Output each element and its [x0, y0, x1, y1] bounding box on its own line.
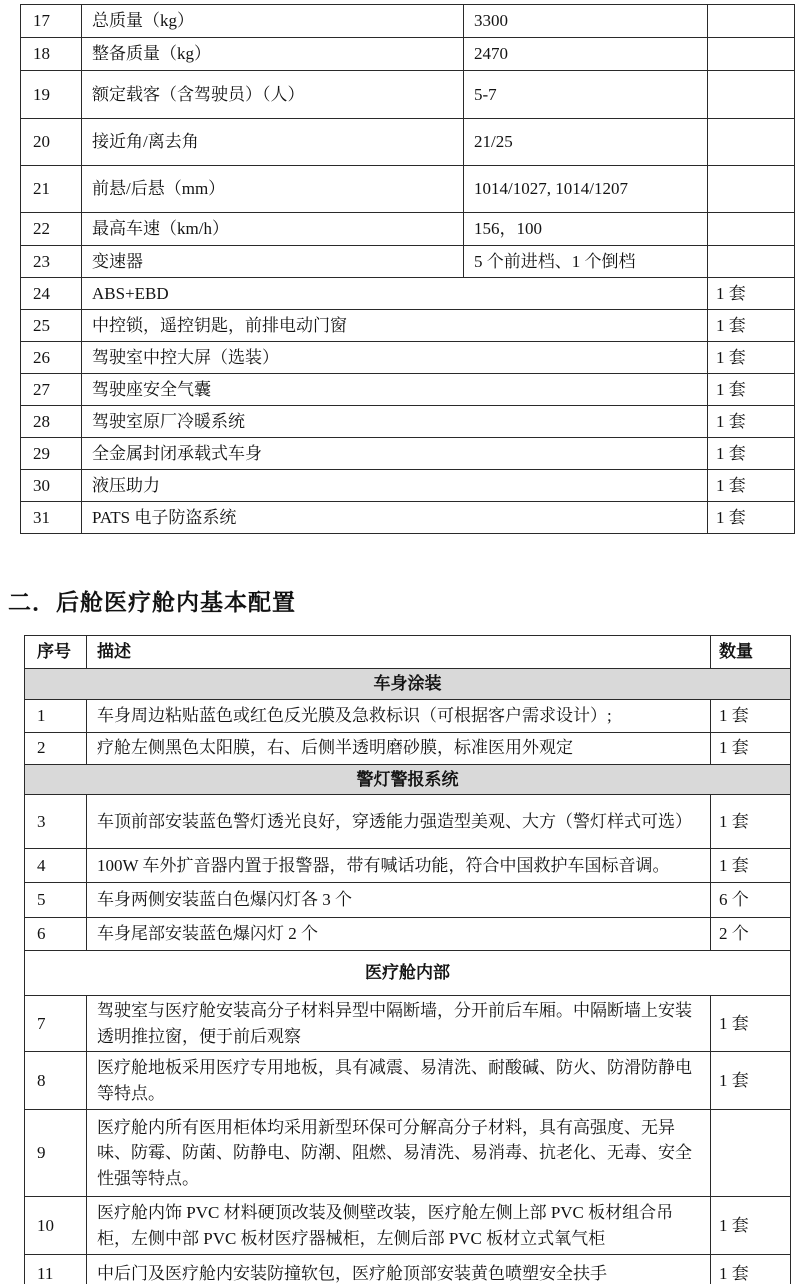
description-cell: 100W 车外扩音器内置于报警器，带有喊话功能，符合中国救护车国标音调。: [87, 849, 711, 883]
description-cell: 变速器: [82, 246, 464, 278]
description-cell: 驾驶座安全气囊: [82, 374, 708, 406]
row-number-cell: 27: [21, 374, 82, 406]
description-cell: 全金属封闭承载式车身: [82, 438, 708, 470]
config-row-1: [25, 699, 791, 732]
description-cell: 驾驶室中控大屏（选装）: [82, 342, 708, 374]
row-number-cell: 18: [21, 38, 82, 71]
description-cell: 医疗舱地板采用医疗专用地板，具有减震、易清洗、耐酸碱、防火、防滑防静电等特点。: [87, 1052, 711, 1110]
vehicle-spec-table: [20, 4, 795, 534]
row-number-cell: 7: [25, 996, 87, 1052]
quantity-cell: 1 套: [708, 374, 795, 406]
description-cell: 接近角/离去角: [82, 119, 464, 166]
header-quantity: 数量: [711, 636, 791, 669]
row-number-cell: 3: [25, 795, 87, 849]
config-row-5: [25, 883, 791, 918]
row-number-cell: 2: [25, 732, 87, 764]
row-number-cell: 25: [21, 310, 82, 342]
value-cell: 5-7: [464, 71, 708, 119]
description-cell: 驾驶室与医疗舱安装高分子材料异型中隔断墙，分开前后车厢。中隔断墙上安装透明推拉窗，便于前后观察: [87, 996, 711, 1052]
section-heading: 二．后舱医疗舱内基本配置: [8, 590, 296, 615]
row-number-cell: 21: [21, 166, 82, 213]
value-cell: 1014/1027, 1014/1207: [464, 166, 708, 213]
value-cell: 5 个前进档、1 个倒档: [464, 246, 708, 278]
row-number-cell: 17: [21, 5, 82, 38]
spec-row-26: [21, 342, 795, 374]
row-number-cell: 10: [25, 1197, 87, 1255]
quantity-cell: 1 套: [708, 342, 795, 374]
config-table-header-row: [25, 636, 791, 669]
config-row-8: [25, 1052, 791, 1110]
description-cell: 车身两侧安装蓝白色爆闪灯各 3 个: [87, 883, 711, 918]
quantity-cell: 1 套: [711, 849, 791, 883]
row-number-cell: 30: [21, 470, 82, 502]
quantity-cell: 1 套: [708, 438, 795, 470]
description-cell: 医疗舱内所有医用柜体均采用新型环保可分解高分子材料，具有高强度、无异味、防霉、防菌、防静电、防潮、阻燃、易清洗、易消毒、抗老化、无毒、安全性强等特点。: [87, 1110, 711, 1197]
description-cell: 整备质量（kg）: [82, 38, 464, 71]
row-number-cell: 4: [25, 849, 87, 883]
quantity-cell: 1 套: [711, 1255, 791, 1284]
config-section-row: [25, 764, 791, 795]
quantity-cell: [708, 246, 795, 278]
description-cell: 额定载客（含驾驶员）（人）: [82, 71, 464, 119]
quantity-cell: 1 套: [711, 1052, 791, 1110]
description-cell: 中控锁，遥控钥匙，前排电动门窗: [82, 310, 708, 342]
quantity-cell: 1 套: [708, 278, 795, 310]
spec-row-19: [21, 71, 795, 119]
row-number-cell: 29: [21, 438, 82, 470]
quantity-cell: [708, 38, 795, 71]
spec-row-28: [21, 406, 795, 438]
config-row-2: [25, 732, 791, 764]
quantity-cell: 1 套: [708, 406, 795, 438]
quantity-cell: 1 套: [711, 996, 791, 1052]
config-section-row: [25, 669, 791, 700]
spec-row-30: [21, 470, 795, 502]
row-number-cell: 26: [21, 342, 82, 374]
config-section-row: [25, 951, 791, 996]
description-cell: PATS 电子防盗系统: [82, 502, 708, 534]
quantity-cell: 1 套: [711, 795, 791, 849]
row-number-cell: 31: [21, 502, 82, 534]
value-cell: 156，100: [464, 213, 708, 246]
quantity-cell: 6 个: [711, 883, 791, 918]
quantity-cell: 1 套: [711, 699, 791, 732]
row-number-cell: 11: [25, 1255, 87, 1284]
description-cell: 医疗舱内饰 PVC 材料硬顶改装及侧壁改装，医疗舱左侧上部 PVC 板材组合吊柜，左侧中部 PVC 板材医疗器械柜，左侧后部 PVC 板材立式氧气柜: [87, 1197, 711, 1255]
quantity-cell: [708, 213, 795, 246]
value-cell: 3300: [464, 5, 708, 38]
description-cell: 前悬/后悬（mm）: [82, 166, 464, 213]
description-cell: ABS+EBD: [82, 278, 708, 310]
description-cell: 车身周边粘贴蓝色或红色反光膜及急救标识（可根据客户需求设计）;: [87, 699, 711, 732]
row-number-cell: 1: [25, 699, 87, 732]
spec-row-20: [21, 119, 795, 166]
description-cell: 中后门及医疗舱内安装防撞软包，医疗舱顶部安装黄色喷塑安全扶手: [87, 1255, 711, 1284]
value-cell: 2470: [464, 38, 708, 71]
config-row-4: [25, 849, 791, 883]
description-cell: 车顶前部安装蓝色警灯透光良好，穿透能力强造型美观、大方（警灯样式可选）: [87, 795, 711, 849]
row-number-cell: 19: [21, 71, 82, 119]
row-number-cell: 6: [25, 918, 87, 951]
quantity-cell: 1 套: [711, 732, 791, 764]
section-title-cell: 车身涂装: [25, 669, 791, 700]
spec-row-18: [21, 38, 795, 71]
header-serial-number: 序号: [25, 636, 87, 669]
spec-row-23: [21, 246, 795, 278]
row-number-cell: 5: [25, 883, 87, 918]
spec-row-29: [21, 438, 795, 470]
config-row-6: [25, 918, 791, 951]
spec-row-22: [21, 213, 795, 246]
spec-row-21: [21, 166, 795, 213]
config-row-11: [25, 1255, 791, 1284]
spec-row-27: [21, 374, 795, 406]
quantity-cell: [711, 1110, 791, 1197]
spec-row-25: [21, 310, 795, 342]
quantity-cell: 1 套: [708, 310, 795, 342]
row-number-cell: 22: [21, 213, 82, 246]
spec-row-24: [21, 278, 795, 310]
quantity-cell: 1 套: [711, 1197, 791, 1255]
section-title-cell: 警灯警报系统: [25, 764, 791, 795]
spec-row-31: [21, 502, 795, 534]
row-number-cell: 28: [21, 406, 82, 438]
description-cell: 液压助力: [82, 470, 708, 502]
medical-cabin-config-table: [24, 635, 791, 1284]
config-row-3: [25, 795, 791, 849]
quantity-cell: [708, 5, 795, 38]
vehicle-spec-table-body: [21, 5, 795, 534]
row-number-cell: 8: [25, 1052, 87, 1110]
quantity-cell: 2 个: [711, 918, 791, 951]
row-number-cell: 24: [21, 278, 82, 310]
description-cell: 总质量（kg）: [82, 5, 464, 38]
spec-row-17: [21, 5, 795, 38]
row-number-cell: 20: [21, 119, 82, 166]
quantity-cell: [708, 166, 795, 213]
config-row-7: [25, 996, 791, 1052]
description-cell: 疗舱左侧黑色太阳膜，右、后侧半透明磨砂膜，标准医用外观定: [87, 732, 711, 764]
config-row-9: [25, 1110, 791, 1197]
description-cell: 最高车速（km/h）: [82, 213, 464, 246]
quantity-cell: [708, 71, 795, 119]
value-cell: 21/25: [464, 119, 708, 166]
row-number-cell: 9: [25, 1110, 87, 1197]
description-cell: 车身尾部安装蓝色爆闪灯 2 个: [87, 918, 711, 951]
medical-cabin-config-table-body: [25, 669, 791, 1284]
section-title-cell: 医疗舱内部: [25, 951, 791, 996]
description-cell: 驾驶室原厂冷暖系统: [82, 406, 708, 438]
row-number-cell: 23: [21, 246, 82, 278]
header-description: 描述: [87, 636, 711, 669]
quantity-cell: 1 套: [708, 470, 795, 502]
config-row-10: [25, 1197, 791, 1255]
quantity-cell: 1 套: [708, 502, 795, 534]
quantity-cell: [708, 119, 795, 166]
